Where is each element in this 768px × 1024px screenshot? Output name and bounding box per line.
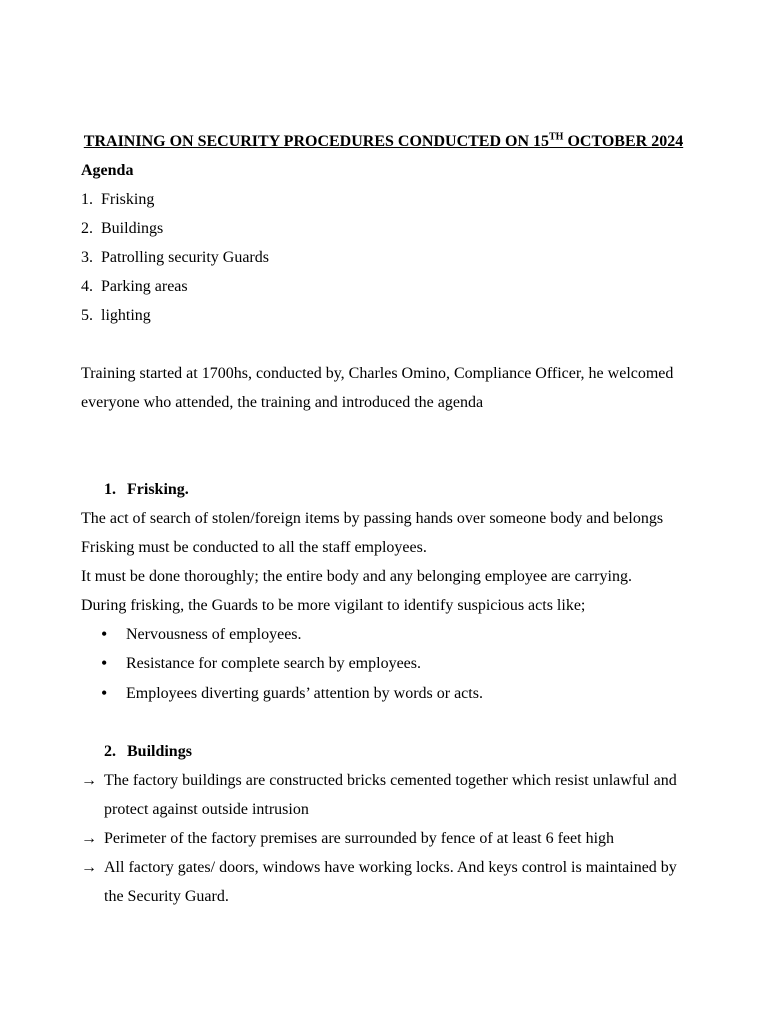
paragraph: The act of search of stolen/foreign items by passing hands over someone body and belongs — [81, 510, 664, 527]
list-text: Nervousness of employees. — [126, 626, 302, 643]
bullet-icon: • — [101, 624, 108, 644]
list-item — [81, 185, 686, 214]
arrow-right-icon: → — [81, 859, 97, 876]
frisking-bullet-list — [81, 620, 686, 708]
paragraph: Frisking must be conducted to all the staff employees. — [81, 539, 427, 556]
list-text: Employees diverting guards’ attention by words or acts. — [126, 685, 483, 702]
list-text: Frisking — [101, 191, 155, 208]
list-text: All factory gates/ doors, windows have working locks. And keys control is maintained by the Security Guard. — [104, 859, 677, 905]
list-item — [81, 853, 686, 911]
list-number: 5. — [81, 307, 93, 324]
list-number: 3. — [81, 249, 93, 266]
spacer — [81, 330, 686, 359]
list-item — [81, 243, 686, 272]
list-item — [81, 272, 686, 301]
section-title: Frisking. — [127, 481, 189, 498]
list-number: 4. — [81, 278, 93, 295]
title-text: TRAINING ON SECURITY PROCEDURES CONDUCTED ON 15 — [83, 133, 550, 150]
paragraph: It must be done thoroughly; the entire body and any belonging employee are carrying. — [81, 568, 632, 585]
section-heading-frisking — [81, 475, 686, 504]
list-item — [81, 679, 686, 708]
list-text: Perimeter of the factory premises are surrounded by fence of at least 6 feet high — [104, 830, 615, 847]
agenda-heading: Agenda — [81, 162, 134, 179]
list-text: Patrolling security Guards — [101, 249, 269, 266]
intro-paragraph: Training started at 1700hs, conducted by, Charles Omino, Compliance Officer, he welcomed everyone who attended, the training and introduced the agenda — [81, 365, 674, 411]
spacer — [81, 708, 686, 737]
section-number: 2. — [104, 743, 116, 760]
list-item — [81, 214, 686, 243]
section-heading-buildings — [81, 737, 686, 766]
section-number: 1. — [104, 481, 116, 498]
paragraph: During frisking, the Guards to be more vigilant to identify suspicious acts like; — [81, 597, 586, 614]
bullet-icon: • — [101, 653, 108, 673]
list-number: 1. — [81, 191, 93, 208]
list-text: lighting — [101, 307, 151, 324]
arrow-right-icon: → — [81, 772, 97, 789]
buildings-arrow-list — [81, 766, 686, 911]
list-item — [81, 620, 686, 649]
title-text-rest: OCTOBER 2024 — [563, 133, 684, 150]
spacer — [81, 446, 686, 475]
list-item — [81, 301, 686, 330]
list-text: Resistance for complete search by employees. — [126, 655, 421, 672]
title-superscript: TH — [549, 131, 564, 143]
list-text: Parking areas — [101, 278, 188, 295]
section-title: Buildings — [127, 743, 192, 760]
document-title — [81, 127, 686, 156]
list-text: Buildings — [101, 220, 164, 237]
list-item — [81, 824, 686, 853]
spacer — [81, 417, 686, 446]
agenda-list — [81, 185, 686, 330]
arrow-right-icon: → — [81, 830, 97, 847]
list-item — [81, 649, 686, 678]
list-text: The factory buildings are constructed bricks cemented together which resist unlawful and protect against outside intrusion — [104, 772, 677, 818]
bullet-icon: • — [101, 683, 108, 703]
list-item — [81, 766, 686, 824]
list-number: 2. — [81, 220, 93, 237]
document-page — [81, 127, 686, 911]
